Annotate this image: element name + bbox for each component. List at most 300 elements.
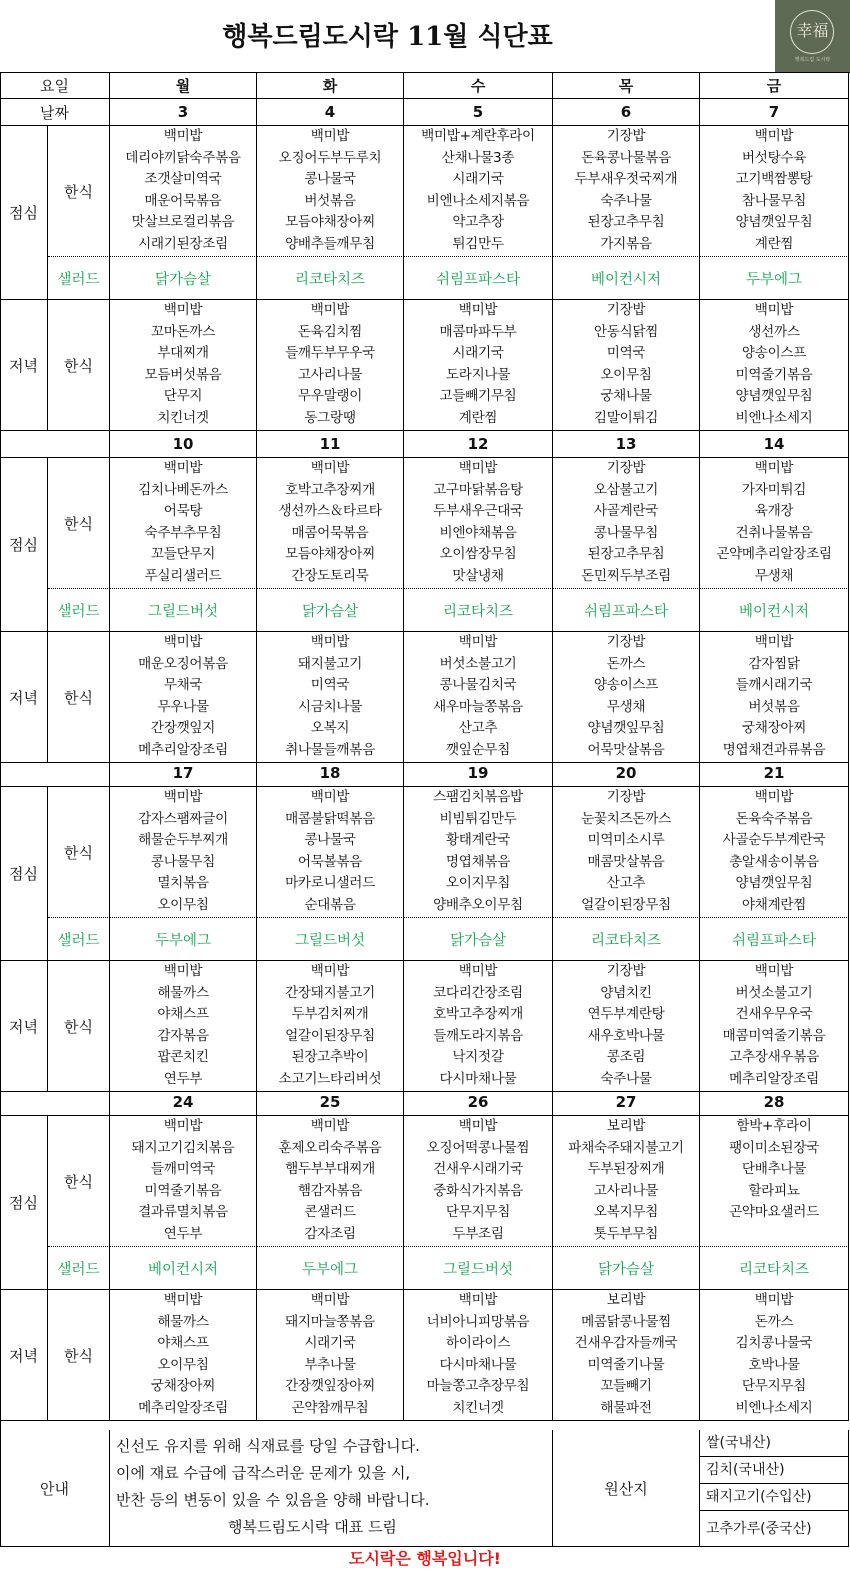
dish-item: 백미밥 [458,1292,498,1308]
dinner-label: 저녁 [0,632,48,763]
salad-item: 쉬림프파스타 [700,918,849,961]
dish-item: 들깨도라지볶음 [433,1027,523,1044]
dish-item: 결과류멸치볶음 [138,1204,228,1221]
date-cell: 7 [700,99,849,126]
date-cell: 14 [700,431,849,458]
dinner-menu-cell [700,632,849,763]
dish-item: 돈까스 [606,655,646,672]
dish-item: 무우말랭이 [297,388,363,405]
dish-item: 조갯살미역국 [144,171,222,188]
dish-item: 오복지 [310,720,350,737]
dish-item: 시래기국 [304,1335,356,1352]
dish-item: 육개장 [754,503,794,520]
dish-item: 하이라이스 [445,1335,511,1352]
date-cell: 11 [257,431,404,458]
dish-item: 무우나물 [157,698,209,715]
lunch-menu-cell [700,458,849,589]
date-cell: 18 [257,760,404,787]
dish-item: 건취나물볶음 [735,524,813,541]
dish-item: 꼬들단무지 [150,546,216,563]
dish-item: 해물까스 [157,984,209,1001]
date-cell: 21 [700,760,849,787]
dish-item: 백미밥 [163,789,203,805]
dish-item: 버섯소불고기 [439,655,517,672]
dish-item: 눈꽃치즈돈까스 [581,810,671,827]
dish-item: 무채국 [163,677,203,694]
dish-item: 양배추들깨무침 [285,235,375,252]
dish-item: 양념깻잎무침 [735,388,813,405]
dish-item: 치킨너겟 [452,1399,504,1416]
dish-item: 곤약메추리알장조림 [716,546,832,563]
dish-item: 코다리간장조림 [433,984,523,1001]
dish-item: 연두부 [163,1225,203,1242]
dish-item: 오복지무침 [593,1204,659,1221]
origin-item: 돼지고기(수입산) [700,1484,848,1511]
dish-item: 두부김치찌개 [291,1006,369,1023]
notice-text [110,1430,553,1547]
dish-item: 순대볶음 [304,896,356,913]
dish-item: 백미밥 [310,302,350,318]
lunch-menu-cell [404,458,553,589]
lunch-menu-cell [404,126,553,257]
dish-item: 곤약마요샐러드 [729,1204,819,1221]
dish-item: 오이무침 [600,366,652,383]
dish-item: 백미밥 [310,634,350,650]
dish-item: 호박나물 [748,1356,800,1373]
menu-table [0,72,850,1547]
dish-item: 톳두부무침 [593,1225,659,1242]
dish-item: 기장밥 [606,302,646,318]
lunch-label: 점심 [0,126,48,300]
dish-item: 백미밥 [754,460,794,476]
dish-item: 도라지나물 [445,366,511,383]
dish-item: 백미밥 [163,1292,203,1308]
dish-item: 백미밥 [310,128,350,144]
dish-item: 매콤미역줄기볶음 [722,1027,826,1044]
dish-item: 돈육숙주볶음 [735,810,813,827]
dish-item: 팝콘치킨 [157,1049,209,1066]
dinner-menu-cell [404,632,553,763]
dish-item: 미역줄기나물 [587,1356,665,1373]
dish-item: 돈민찌두부조림 [581,567,671,584]
dish-item: 취나물들깨볶음 [285,741,375,758]
dish-item: 백미밥 [754,302,794,318]
dish-item: 백미밥 [754,128,794,144]
dish-item: 간장도토리묵 [291,567,369,584]
dish-item: 버섯소불고기 [735,984,813,1001]
dish-item: 스팸김치볶음밥 [433,789,523,805]
dinner-label: 저녁 [0,961,48,1092]
lunch-menu-cell [553,126,700,257]
dish-item: 시금치나물 [297,698,363,715]
dish-item: 모듬야채장아찌 [285,214,375,231]
dish-item: 얼갈이된장무침 [581,896,671,913]
day-label: 요일 [0,72,110,99]
dish-item: 두부된장찌개 [587,1161,665,1178]
day-header: 수 [404,72,553,99]
dish-item: 오이쌈장무침 [439,546,517,563]
dish-item: 명엽채볶음 [445,853,511,870]
dish-item: 백미밥 [163,963,203,979]
notice-line: 이에 재료 수급에 급작스러운 문제가 있을 시, [116,1464,411,1482]
dish-item: 백미밥 [458,963,498,979]
dish-item: 사골순두부계란국 [722,832,826,849]
dish-item: 양념깻잎무침 [587,720,665,737]
origin-list [700,1430,849,1547]
dish-item: 어묵볼볶음 [297,853,363,870]
dish-item: 계란찜 [458,409,498,426]
salad-item: 리코타치즈 [404,589,553,632]
dish-item: 백미밥 [163,302,203,318]
dish-item: 꼬들빼기 [600,1378,652,1395]
dish-item: 맛살냉채 [452,567,504,584]
dish-item: 모듬야채장아찌 [285,546,375,563]
dish-item: 중화식가지볶음 [433,1182,523,1199]
salad-item: 닭가슴살 [257,589,404,632]
dish-item: 감자조림 [304,1225,356,1242]
dish-item: 김말이튀김 [593,409,659,426]
dish-item: 백미밥 [754,1292,794,1308]
dish-item: 부대찌개 [157,345,209,362]
dish-item: 백미밥 [310,1118,350,1134]
dish-item: 양념치킨 [600,984,652,1001]
lunch-menu-cell [110,126,257,257]
salad-label: 샐러드 [48,918,110,961]
dish-item: 무생채 [606,698,646,715]
dinner-menu-cell [110,632,257,763]
dish-item: 비엔나소세지 [735,1399,813,1416]
dish-item: 기장밥 [606,128,646,144]
dish-item: 단배추나물 [741,1161,807,1178]
dish-item: 매운어묵볶음 [144,192,222,209]
dish-item: 미역국 [606,345,646,362]
dish-item: 해물순두부찌개 [138,832,228,849]
dish-item: 콩나물무침 [150,853,216,870]
date-row-spacer [0,1089,110,1116]
dish-item: 백미밥 [163,460,203,476]
dish-item: 기장밥 [606,460,646,476]
dish-item: 훈제오리숙주볶음 [278,1139,382,1156]
date-label: 날짜 [0,99,110,126]
dish-item: 두부새우젓국찌개 [574,171,678,188]
date-cell: 27 [553,1089,700,1116]
notice-signature: 행복드림도시락 대표 드림 [228,1518,397,1536]
dish-item: 매콤마파두부 [439,323,517,340]
date-row-spacer [0,760,110,787]
dish-item: 고기백짬뽕탕 [735,171,813,188]
notice-line: 반찬 등의 변동이 있을 수 있음을 양해 바랍니다. [116,1491,430,1509]
dish-item: 사골계란국 [593,503,659,520]
dish-item: 백미밥 [310,789,350,805]
dish-item: 튀김만두 [452,235,504,252]
dish-item: 들깨두부무우국 [285,345,375,362]
lunch-menu-cell [700,1116,849,1247]
dish-item: 궁채나물 [600,388,652,405]
date-cell: 17 [110,760,257,787]
dish-item: 할라피뇨 [748,1182,800,1199]
dish-item: 맛살브로컬리볶음 [131,214,235,231]
dish-item: 동그랑땡 [304,409,356,426]
dish-item: 백미밥 [310,1292,350,1308]
dinner-menu-cell [257,300,404,431]
dish-item: 감자스팸짜글이 [138,810,228,827]
dish-item: 양념깻잎무침 [735,214,813,231]
dish-item: 가지볶음 [600,235,652,252]
dish-item: 어묵탕 [163,503,203,520]
date-cell: 6 [553,99,700,126]
dish-item: 야채계란찜 [741,896,807,913]
date-cell: 13 [553,431,700,458]
dish-item: 기장밥 [606,634,646,650]
dish-item: 단무지무침 [445,1204,511,1221]
lunch-menu-cell [404,1116,553,1247]
lunch-menu-cell [553,1116,700,1247]
dish-item: 산고추 [458,720,498,737]
logo-text: 幸福 [796,21,829,40]
dish-item: 마늘쫑고추장무침 [426,1378,530,1395]
dish-item: 고구마닭볶음탕 [433,481,523,498]
lunch-menu-cell [110,1116,257,1247]
dish-item: 연두부 [163,1070,203,1087]
dish-item: 고사리나물 [593,1182,659,1199]
dish-item: 오징어떡콩나물찜 [426,1139,530,1156]
lunch-menu-cell [700,787,849,918]
dinner-menu-cell [110,1290,257,1421]
dish-item: 계란찜 [754,235,794,252]
date-cell: 20 [553,760,700,787]
dish-item: 건새우시래기국 [433,1161,523,1178]
dish-item: 백미밥 [754,789,794,805]
dish-item: 햄두부부대찌개 [285,1161,375,1178]
dish-item: 콩조림 [606,1049,646,1066]
dish-item: 고추장새우볶음 [729,1049,819,1066]
date-cell: 5 [404,99,553,126]
dish-item: 안동식닭찜 [593,323,659,340]
dish-item: 부추나물 [304,1356,356,1373]
dish-item: 돼지불고기 [297,655,363,672]
date-cell: 10 [110,431,257,458]
dish-item: 백미밥 [458,302,498,318]
origin-label: 원산지 [553,1430,700,1547]
date-cell: 28 [700,1089,849,1116]
korean-label: 한식 [48,126,110,257]
dish-item: 건새우무우국 [735,1006,813,1023]
dish-item: 황태계란국 [445,832,511,849]
notice-label: 안내 [0,1430,110,1547]
dish-item: 다시마채나물 [439,1356,517,1373]
korean-label: 한식 [48,961,110,1092]
day-header: 월 [110,72,257,99]
dish-item: 김치콩나물국 [735,1335,813,1352]
dish-item: 약고추장 [452,214,504,231]
dish-item: 비빔튀김만두 [439,810,517,827]
dish-item: 간장깻잎장아찌 [285,1378,375,1395]
salad-item: 쉬림프파스타 [404,257,553,300]
dish-item: 꼬마돈까스 [150,323,216,340]
dish-item: 낙지젓갈 [452,1049,504,1066]
salad-item: 베이컨시저 [553,257,700,300]
dish-item: 비엔나소세지볶음 [426,192,530,209]
dish-item: 시래기된장조림 [138,235,228,252]
dish-item: 어묵맛살볶음 [587,741,665,758]
dish-item: 된장고추무침 [587,214,665,231]
salad-item: 두부에그 [257,1247,404,1290]
korean-label: 한식 [48,787,110,918]
korean-label: 한식 [48,300,110,431]
salad-item: 리코타치즈 [700,1247,849,1290]
dish-item: 새우마늘쫑볶음 [433,698,523,715]
dish-item: 궁채장아찌 [741,720,807,737]
dish-item: 오이무침 [157,896,209,913]
salad-item: 두부에그 [700,257,849,300]
lunch-menu-cell [257,1116,404,1247]
dish-item: 곤약참깨무침 [291,1399,369,1416]
dish-item: 콩나물김치국 [439,677,517,694]
dish-item: 데리야끼닭숙주볶음 [125,149,241,166]
dinner-menu-cell [110,300,257,431]
salad-item: 그릴드버섯 [404,1247,553,1290]
dish-item: 들깨시래기국 [735,677,813,694]
dish-item: 너비아니피망볶음 [426,1313,530,1330]
dish-item: 궁채장아찌 [150,1378,216,1395]
lunch-menu-cell [700,126,849,257]
dish-item: 호박고추장찌개 [285,481,375,498]
salad-item: 베이컨시저 [110,1247,257,1290]
dish-item: 비엔야채볶음 [439,524,517,541]
dish-item: 숙주나물 [600,192,652,209]
dish-item: 오이무침 [157,1356,209,1373]
dish-item: 다시마채나물 [439,1070,517,1087]
dish-item: 매콤맛살볶음 [587,853,665,870]
dish-item: 명엽채견과류볶음 [722,741,826,758]
dinner-menu-cell [553,1290,700,1421]
dinner-menu-cell [700,1290,849,1421]
dish-item: 메콤닭콩나물찜 [581,1313,671,1330]
dish-item: 보리밥 [606,1118,646,1134]
dish-item: 깻잎순무침 [445,741,511,758]
dish-item: 숙주나물 [600,1070,652,1087]
date-cell: 24 [110,1089,257,1116]
origin-item: 쌀(국내산) [700,1430,848,1457]
dish-item: 버섯볶음 [304,192,356,209]
dish-item: 새우호박나물 [587,1027,665,1044]
lunch-menu-cell [404,787,553,918]
salad-item: 두부에그 [110,918,257,961]
dish-item: 해물까스 [157,1313,209,1330]
dish-item: 버섯볶음 [748,698,800,715]
dish-item: 양송이스프 [741,345,807,362]
dish-item: 푸실리샐러드 [144,567,222,584]
dish-item: 김치나베돈까스 [138,481,228,498]
salad-item: 닭가슴살 [404,918,553,961]
dish-item: 야채스프 [157,1006,209,1023]
dish-item: 마카로니샐러드 [285,875,375,892]
dish-item: 감자찜닭 [748,655,800,672]
lunch-label: 점심 [0,458,48,632]
dish-item: 백미밥 [163,1118,203,1134]
dish-item: 소고기느타리버섯 [278,1070,382,1087]
lunch-menu-cell [257,787,404,918]
date-cell: 25 [257,1089,404,1116]
dish-item: 총알새송이볶음 [729,853,819,870]
day-header: 금 [700,72,849,99]
dish-item: 백미밥 [754,634,794,650]
dish-item: 고들빼기무침 [439,388,517,405]
dish-item: 메추리알장조림 [729,1070,819,1087]
dish-item: 모듬버섯볶음 [144,366,222,383]
brand-logo [775,0,850,72]
dinner-menu-cell [257,1290,404,1421]
notice-line: 신선도 유지를 위해 식재료를 당일 수급합니다. [116,1437,420,1455]
dinner-menu-cell [404,1290,553,1421]
lunch-menu-cell [553,787,700,918]
dish-item: 된장고추박이 [291,1049,369,1066]
dish-item: 콩나물무침 [593,524,659,541]
dish-item: 함박+후라이 [736,1118,812,1134]
dish-item: 숙주부추무침 [144,524,222,541]
dish-item: 파채숙주돼지불고기 [568,1139,684,1156]
dish-item: 고사리나물 [297,366,363,383]
salad-label: 샐러드 [48,589,110,632]
dish-item: 양념깻잎무침 [735,875,813,892]
dish-item: 콘샐러드 [304,1204,356,1221]
dinner-label: 저녁 [0,1290,48,1421]
title-bar [0,0,850,72]
dinner-label: 저녁 [0,300,48,431]
dish-item: 백미밥 [458,634,498,650]
dish-item: 기장밥 [606,963,646,979]
dish-item: 산고추 [606,875,646,892]
dish-item: 백미밥 [754,963,794,979]
dish-item: 시래기국 [452,171,504,188]
dish-item: 양배추오이무침 [433,896,523,913]
dish-item: 생선까스＆타르타 [278,503,382,520]
dish-item: 매콤어묵볶음 [291,524,369,541]
dinner-menu-cell [257,961,404,1092]
dish-item: 두부조림 [452,1225,504,1242]
dish-item: 단무지 [163,388,203,405]
dish-item: 오징어두부두루치 [278,149,382,166]
salad-item: 베이컨시저 [700,589,849,632]
dinner-menu-cell [404,300,553,431]
dish-item: 콩나물국 [304,832,356,849]
lunch-label: 점심 [0,787,48,961]
dish-item: 간장돼지불고기 [285,984,375,1001]
dish-item: 돈까스 [754,1313,794,1330]
dinner-menu-cell [553,961,700,1092]
dish-item: 단무지무침 [741,1378,807,1395]
dish-item: 건새우감자들깨국 [574,1335,678,1352]
dish-item: 두부새우근대국 [433,503,523,520]
date-cell: 26 [404,1089,553,1116]
korean-label: 한식 [48,1116,110,1247]
date-cell: 4 [257,99,404,126]
dinner-menu-cell [553,300,700,431]
dish-item: 백미밥+계란후라이 [421,128,535,144]
lunch-label: 점심 [0,1116,48,1290]
origin-item: 고추가루(중국산) [706,1521,812,1537]
dish-item: 멸치볶음 [157,875,209,892]
dish-item: 미역줄기볶음 [735,366,813,383]
salad-label: 샐러드 [48,1247,110,1290]
dinner-menu-cell [700,300,849,431]
dish-item: 무생채 [754,567,794,584]
lunch-menu-cell [553,458,700,589]
dish-item: 미역국 [310,677,350,694]
dish-item: 참나물무침 [741,192,807,209]
dish-item: 콩나물국 [304,171,356,188]
dinner-menu-cell [257,632,404,763]
